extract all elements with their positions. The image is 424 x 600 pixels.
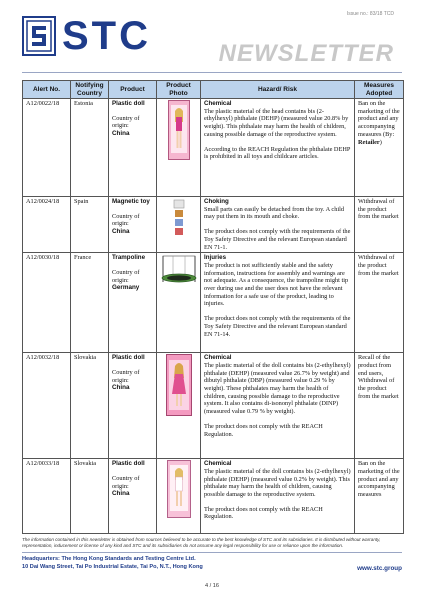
product-photo-cell bbox=[157, 353, 201, 459]
col-header-country: Notifying Country bbox=[71, 81, 109, 99]
notifying-country: Slovakia bbox=[71, 353, 109, 459]
product-name: Plastic doll bbox=[112, 100, 145, 107]
origin-label: Country of origin: bbox=[112, 368, 140, 384]
notifying-country: Slovakia bbox=[71, 459, 109, 534]
hazard-description: The product is not sufficiently stable and the safety information, instructions for assembly and warnings are not adequate. As a consequence, the trampoline might tip over during use and the user does not have the relevant information for a safe use of the product, leading to injuries. bbox=[204, 261, 349, 308]
origin-country: China bbox=[112, 384, 130, 392]
product-name: Plastic doll bbox=[112, 460, 145, 468]
issue-number: Issue no.: 83/18 TCD bbox=[346, 11, 394, 17]
measures-text: Withdrawal of the product from the market bbox=[358, 198, 399, 221]
measures-cell bbox=[355, 459, 404, 534]
table-row bbox=[23, 459, 404, 534]
col-header-product: Product bbox=[109, 81, 157, 99]
hq-address: 10 Dai Wang Street, Tai Po Industrial Estate, Tai Po, N.T., Hong Kong bbox=[22, 564, 203, 570]
header-divider bbox=[22, 72, 402, 73]
alert-number: A12/0033/18 bbox=[23, 459, 71, 534]
measures-cell bbox=[355, 253, 404, 353]
measures-text: Withdrawal of the product from the market bbox=[358, 254, 399, 277]
hazard-description: The plastic material of the head contains bis (2-ethylhexyl) phthalate (DEHP) (measured value 20.8% by weight). This phthalate may harm the health of children, causing possible damage of the reproductive system. bbox=[204, 107, 349, 138]
product-cell bbox=[109, 353, 157, 459]
hazard-type: Chemical bbox=[204, 100, 232, 107]
notifying-country: France bbox=[71, 253, 109, 353]
page-header bbox=[0, 0, 424, 70]
table-row bbox=[23, 253, 404, 353]
hazard-type: Injuries bbox=[204, 254, 227, 262]
stc-logo bbox=[22, 14, 151, 58]
product-photo-cell bbox=[157, 99, 201, 197]
notifying-country: Estonia bbox=[71, 99, 109, 197]
hazard-regulation: The product does not comply with the REACH Regulation. bbox=[204, 422, 323, 438]
doll-box-photo bbox=[166, 354, 192, 416]
origin-label: Country of origin: bbox=[112, 212, 140, 228]
origin-country: Germany bbox=[112, 284, 140, 292]
product-name: Plastic doll bbox=[112, 354, 145, 362]
product-cell bbox=[109, 99, 157, 197]
hazard-regulation: The product does not comply with the REACH Regulation. bbox=[204, 505, 323, 521]
doll-box-photo bbox=[168, 100, 190, 160]
product-cell bbox=[109, 253, 157, 353]
table-row bbox=[23, 353, 404, 459]
hq-name: Headquarters: The Hong Kong Standards and Testing Centre Ltd. bbox=[22, 556, 196, 562]
origin-country: China bbox=[112, 490, 130, 498]
col-header-hazard: Hazard/ Risk bbox=[201, 81, 355, 99]
alerts-table bbox=[22, 80, 404, 534]
measures-cell bbox=[355, 99, 404, 197]
col-header-photo: Product Photo bbox=[157, 81, 201, 99]
table-row bbox=[23, 99, 404, 197]
origin-label: Country of origin: bbox=[112, 268, 140, 284]
product-name: Trampoline bbox=[112, 254, 146, 262]
origin-label: Country of origin: bbox=[112, 114, 140, 130]
stc-logo-mark-icon bbox=[22, 16, 56, 56]
measures-by: Retailer bbox=[358, 138, 380, 146]
measures-text: Recall of the product from end users, Withdrawal of the product from the market bbox=[358, 354, 399, 400]
measures-text: Ban on the marketing of the product and any accompanying measures bbox=[358, 460, 400, 499]
hazard-type: Choking bbox=[204, 198, 229, 205]
alert-number: A12/0032/18 bbox=[23, 353, 71, 459]
measures-cell bbox=[355, 353, 404, 459]
trampoline-photo bbox=[160, 254, 198, 286]
col-header-alert-no: Alert No. bbox=[23, 81, 71, 99]
hazard-cell bbox=[201, 459, 355, 534]
product-cell bbox=[109, 459, 157, 534]
hazard-description: Small parts can easily be detached from the toy. A child may put them in its mouth and choke. bbox=[204, 205, 345, 221]
hazard-cell bbox=[201, 253, 355, 353]
hazard-type: Chemical bbox=[204, 460, 232, 468]
product-photo-cell bbox=[157, 253, 201, 353]
hazard-description: The plastic material of the doll contains bis (2-ethylhexyl) phthalate (DEHP) (measured value 0.2% by weight). This phthalate may harm the health of children, causing possible damage to the reproductive system. bbox=[204, 467, 351, 499]
magnetic-toy-photo bbox=[170, 198, 188, 238]
notifying-country: Spain bbox=[71, 197, 109, 253]
page-number: 4 / 16 bbox=[205, 583, 219, 589]
doll-box-photo bbox=[167, 460, 191, 518]
product-cell bbox=[109, 197, 157, 253]
table-row bbox=[23, 197, 404, 253]
hazard-cell bbox=[201, 99, 355, 197]
alert-number: A12/0024/18 bbox=[23, 197, 71, 253]
footer-divider bbox=[22, 552, 402, 553]
website-link[interactable]: www.stc.group bbox=[357, 565, 402, 572]
brand-name: STC bbox=[62, 14, 151, 58]
hazard-description: The plastic material of the doll contains bis (2-ethylhexyl) phthalate (DEHP) (measured value 26.7% by weight) and dibutyl phthalate (DBP) (measured value 0.29 % by weight). These phthalates may harm the health of children, causing possible damage to the reproductive system. It also contains di-isononyl phthalate (DINP) (measured value 0.79 % by weight). bbox=[204, 361, 351, 416]
col-header-measures: Measures Adopted bbox=[355, 81, 404, 99]
measures-text: Ban on the marketing of the product and any accompanying measures (By: bbox=[358, 100, 400, 138]
product-name: Magnetic toy bbox=[112, 198, 150, 205]
measures-cell bbox=[355, 197, 404, 253]
alert-number: A12/0030/18 bbox=[23, 253, 71, 353]
product-photo-cell bbox=[157, 197, 201, 253]
hazard-cell bbox=[201, 353, 355, 459]
origin-country: China bbox=[112, 130, 130, 138]
disclaimer: The information contained in this newsletter is obtained from sources believed to be accurate to the best knowledge of STC and its subsidiaries. It is distributed without warranty, representation, inducement or license of any kind and STC and its subsidiaries do not assume any legal responsibility for use or reliance upon the information. bbox=[22, 537, 381, 548]
hazard-regulation: According to the REACH Regulation the phthalate DEHP is prohibited in all toys and childcare articles. bbox=[204, 145, 351, 161]
hazard-regulation: The product does not comply with the requirements of the Toy Safety Directive and the relevant European standard EN 71-1. bbox=[204, 228, 351, 251]
table-header-row bbox=[23, 81, 404, 99]
measures-end: ) bbox=[379, 138, 382, 146]
newsletter-title: NEWSLETTER bbox=[218, 40, 394, 67]
hazard-type: Chemical bbox=[204, 354, 232, 362]
alert-number: A12/0022/18 bbox=[23, 99, 71, 197]
origin-label: Country of origin: bbox=[112, 474, 140, 490]
hazard-regulation: The product does not comply with the requirements of the Toy Safety Directive and the relevant European standard EN 71-14. bbox=[204, 315, 351, 338]
origin-country: China bbox=[112, 228, 130, 236]
product-photo-cell bbox=[157, 459, 201, 534]
hazard-cell bbox=[201, 197, 355, 253]
